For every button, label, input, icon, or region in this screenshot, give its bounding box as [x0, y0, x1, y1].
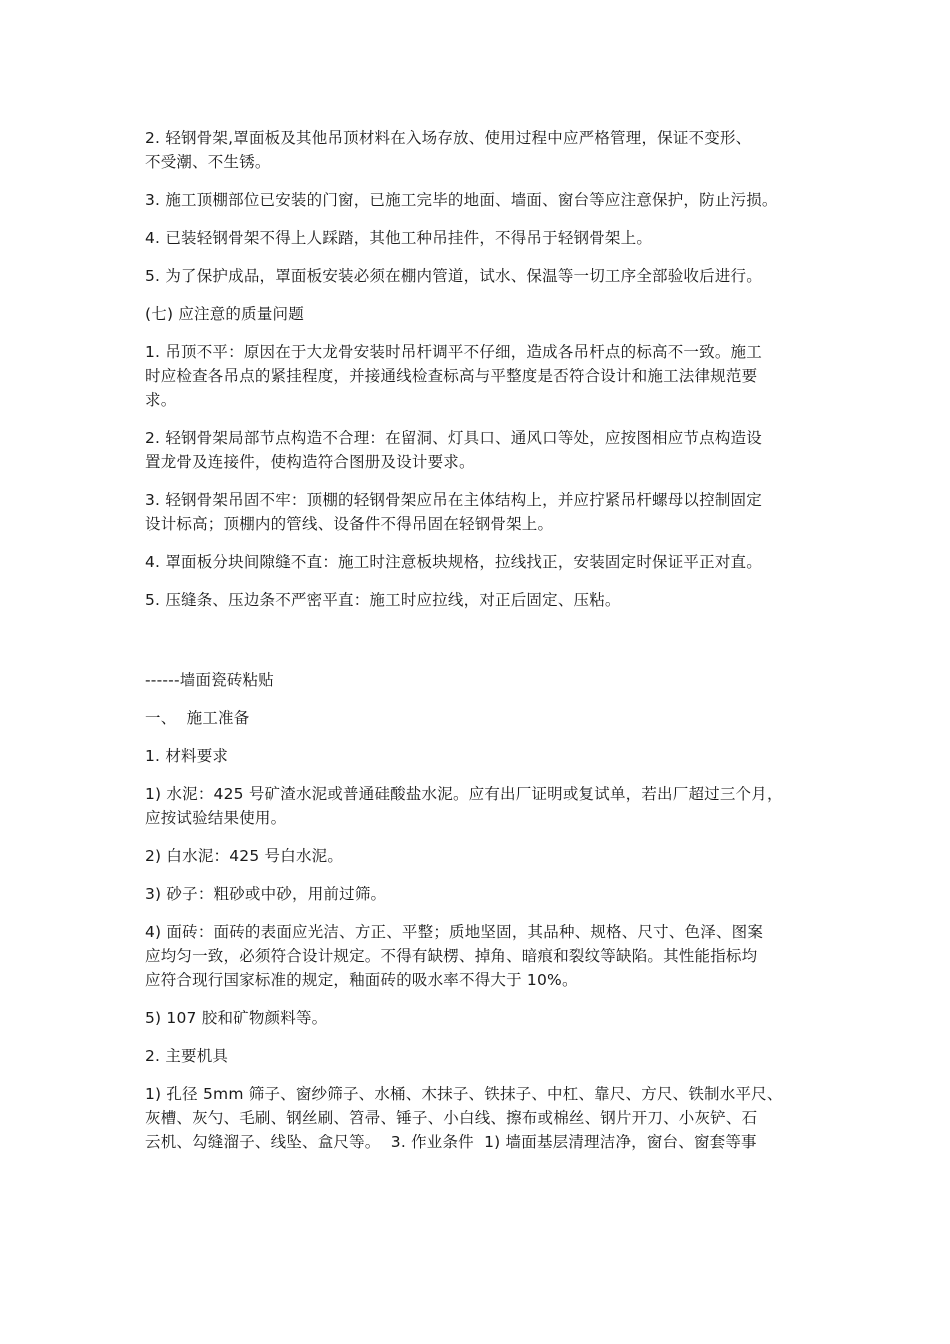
paragraph: 2. 轻钢骨架,罩面板及其他吊顶材料在入场存放、使用过程中应严格管理，保证不变形、 不受潮、不生锈。: [145, 129, 752, 171]
paragraph: 5) 107 胶和矿物颜料等。: [145, 1009, 328, 1027]
paragraph: 4. 罩面板分块间隙缝不直：施工时注意板块规格，拉线找正，安装固定时保证平正对直。: [145, 553, 762, 571]
paragraph: 3. 轻钢骨架吊固不牢：顶棚的轻钢骨架应吊在主体结构上，并应拧紧吊杆螺母以控制固定 设计标高；顶棚内的管线、设备件不得吊固在轻钢骨架上。: [145, 491, 762, 533]
paragraph: 2) 白水泥：425 号白水泥。: [145, 847, 344, 865]
paragraph: 5. 为了保护成品，罩面板安装必须在棚内管道，试水、保温等一切工序全部验收后进行。: [145, 267, 762, 285]
paragraph: 1. 吊顶不平：原因在于大龙骨安装时吊杆调平不仔细，造成各吊杆点的标高不一致。施工 时应检查各吊点的紧挂程度，并接通线检查标高与平整度是否符合设计和施工法律规范要 求。: [145, 343, 762, 409]
paragraph: 3) 砂子：粗砂或中砂，用前过筛。: [145, 885, 387, 903]
section-heading: 一、 施工准备: [145, 709, 250, 727]
section-title: ------墙面瓷砖粘贴: [145, 671, 274, 689]
paragraph: 4) 面砖：面砖的表面应光洁、方正、平整；质地坚固，其品种、规格、尺寸、色泽、图案 应均匀一致，必须符合设计规定。不得有缺楞、掉角、暗痕和裂纹等缺陷。其性能指标均 应符合现行国家标准的规定，釉面砖的吸水率不得大于 10%。: [145, 923, 764, 989]
section-heading: (七) 应注意的质量问题: [145, 305, 304, 323]
document-body: [145, 126, 825, 1168]
subsection-heading: 2. 主要机具: [145, 1047, 229, 1065]
section-spacer: [145, 626, 825, 668]
paragraph: 1) 水泥：425 号矿渣水泥或普通硅酸盐水泥。应有出厂证明或复试单，若出厂超过三个月， 应按试验结果使用。: [145, 785, 783, 827]
paragraph: 4. 已装轻钢骨架不得上人踩踏，其他工种吊挂件，不得吊于轻钢骨架上。: [145, 229, 653, 247]
paragraph: 5. 压缝条、压边条不严密平直：施工时应拉线，对正后固定、压粘。: [145, 591, 621, 609]
paragraph: 1) 孔径 5mm 筛子、窗纱筛子、水桶、木抹子、铁抹子、中杠、靠尺、方尺、铁制水平尺、 灰槽、灰勺、毛刷、钢丝刷、笤帚、锤子、小白线、擦布或棉丝、钢片开刀、小灰铲、石 云机、勾缝溜子、线坠、盒尺等。 3. 作业条件 1) 墙面基层清理洁净，窗台、窗套等事: [145, 1085, 783, 1151]
paragraph: 2. 轻钢骨架局部节点构造不合理：在留洞、灯具口、通风口等处，应按图相应节点构造设 置龙骨及连接件，使构造符合图册及设计要求。: [145, 429, 762, 471]
subsection-heading: 1. 材料要求: [145, 747, 229, 765]
paragraph: 3. 施工顶棚部位已安装的门窗，已施工完毕的地面、墙面、窗台等应注意保护，防止污损。: [145, 191, 778, 209]
